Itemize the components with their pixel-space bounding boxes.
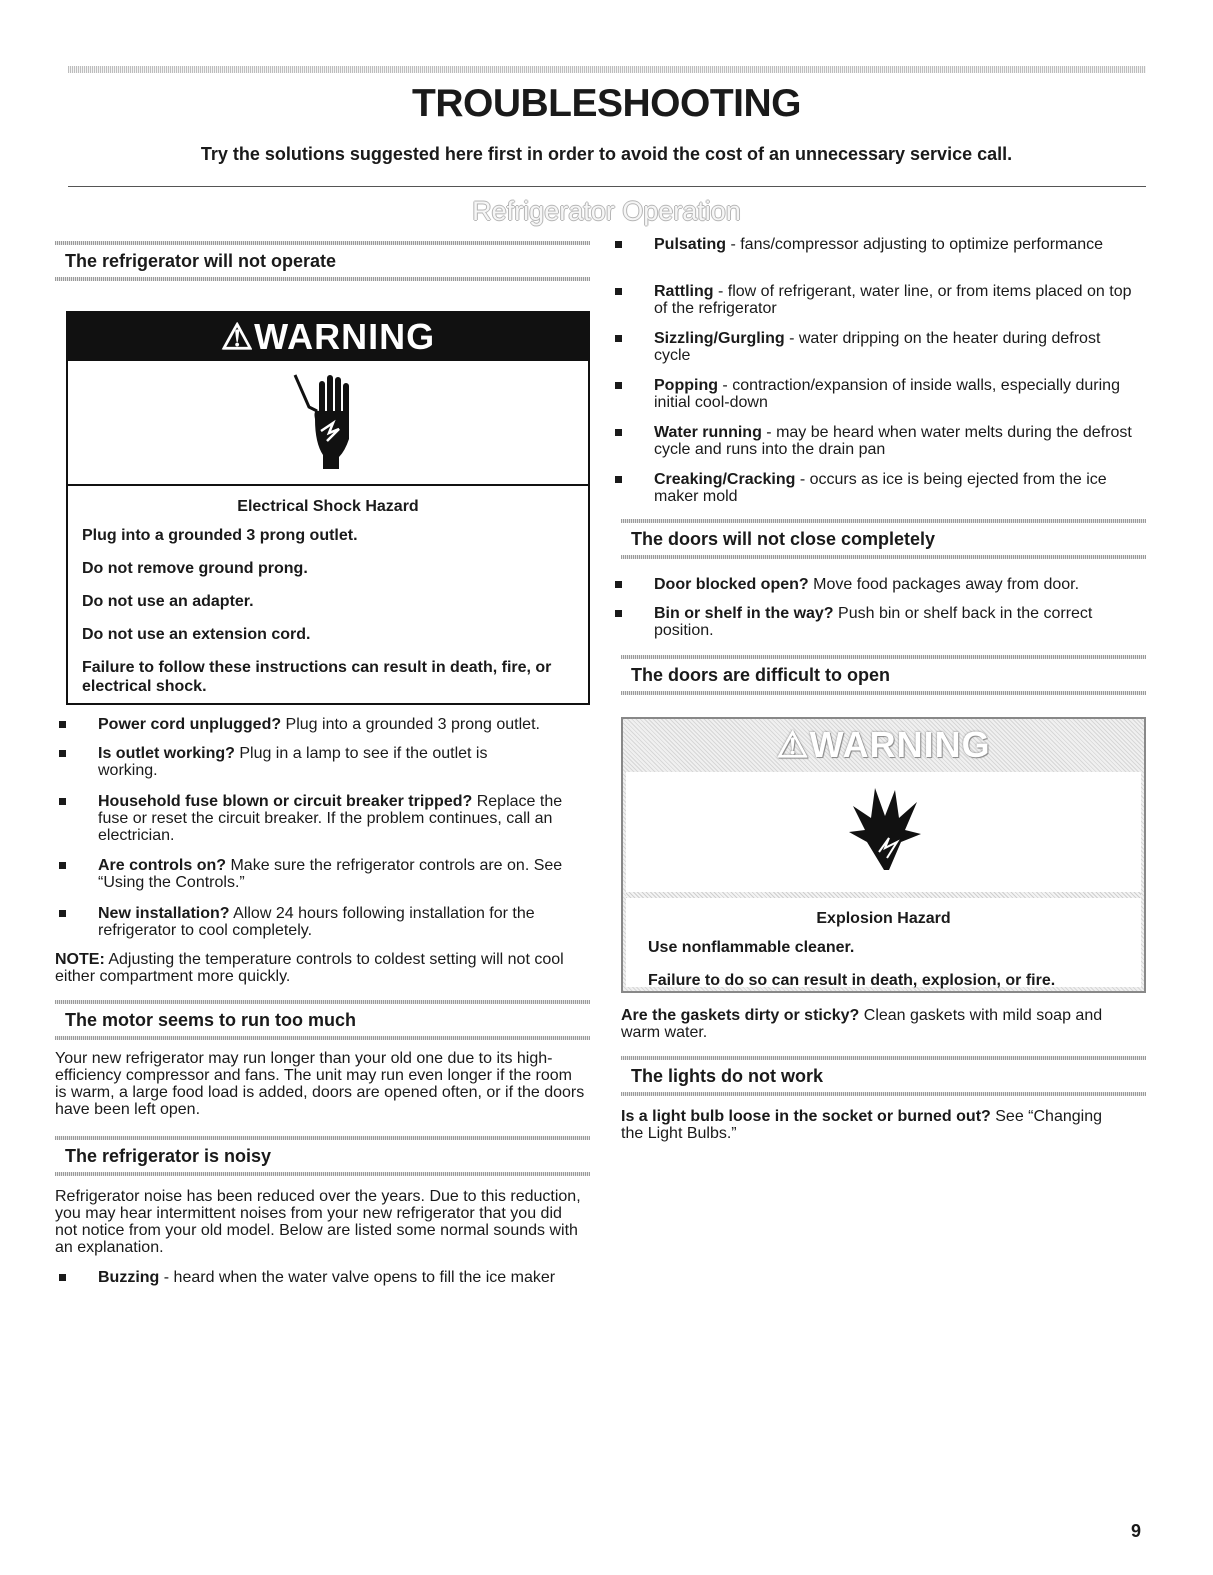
note: NOTE: Adjusting the temperature controls to coldest setting will not cool either compartment more quickly. — [55, 951, 564, 985]
warning-line: Do not use an adapter. — [82, 593, 254, 610]
list-item: Sizzling/Gurgling - water dripping on the heater during defrost cycle — [611, 330, 1114, 364]
subsection-heading: The motor seems to run too much — [65, 1010, 357, 1030]
warning-divider — [626, 892, 1141, 898]
list-item: Bin or shelf in the way? Push bin or shelf back in the correct position. — [611, 605, 1144, 639]
heading-not-operate — [55, 241, 590, 281]
subsection-heading: The lights do not work — [631, 1066, 823, 1086]
heading-doors-open — [621, 655, 1146, 695]
list-item: Popping - contraction/expansion of inside walls, especially during initial cool-down — [611, 377, 1134, 411]
subsection-heading: The refrigerator will not operate — [65, 251, 337, 271]
noisy-text: Refrigerator noise has been reduced over the years. Due to this reduction, you may hear intermittent noises from your new refrigerator that you did not notice from your old model. Below are listed some normal sounds with an explanation. — [55, 1188, 581, 1256]
dotted-rule — [621, 555, 1146, 559]
warning-line: Failure to follow these instructions can result in death, fire, or electrical shock. — [82, 659, 552, 695]
heading-lights — [621, 1056, 1146, 1096]
heading-doors-close — [621, 519, 1146, 559]
hazard-title: Electrical Shock Hazard — [237, 498, 419, 515]
warning-line: Plug into a grounded 3 prong outlet. — [82, 527, 358, 544]
list-item: Is outlet working? Plug in a lamp to see if the outlet is working. — [55, 745, 548, 779]
dotted-rule — [621, 1092, 1146, 1096]
list-item: Creaking/Cracking - occurs as ice is being ejected from the ice maker mold — [611, 471, 1139, 505]
dotted-rule — [55, 1172, 590, 1176]
section-title: Refrigerator Operation — [472, 196, 741, 226]
dotted-rule — [55, 241, 590, 245]
list-item: Buzzing - heard when the water valve opens to fill the ice maker — [55, 1269, 568, 1286]
motor-text: Your new refrigerator may run longer than your old one due to its high-efficiency compressor and fans. The unit may run even longer if the room is warm, a large food load is added, doors are opened often, or if the doors have been left open. — [55, 1050, 585, 1118]
list-item: Rattling - flow of refrigerant, water line, or from items placed on top of the refrigerator — [611, 283, 1134, 317]
list-item: New installation? Allow 24 hours following installation for the refrigerator to cool completely. — [55, 905, 590, 939]
warning-banner: ⚠WARNING — [776, 724, 991, 765]
gaskets-text: Are the gaskets dirty or sticky? Clean gaskets with mild soap and warm water. — [621, 1007, 1103, 1041]
dotted-rule — [621, 1056, 1146, 1060]
hazard-title: Explosion Hazard — [816, 910, 951, 927]
heading-noisy — [55, 1136, 590, 1176]
subsection-heading: The refrigerator is noisy — [65, 1146, 272, 1166]
dotted-rule — [55, 277, 590, 281]
subsection-heading: The doors will not close completely — [631, 529, 936, 549]
page-number: 9 — [1131, 1521, 1142, 1541]
warning-divider — [68, 484, 588, 486]
dotted-rule — [621, 691, 1146, 695]
warning-line: Do not remove ground prong. — [82, 560, 308, 577]
list-item: Pulsating - fans/compressor adjusting to optimize performance — [611, 236, 1114, 253]
list-item: Door blocked open? Move food packages away from door. — [611, 576, 1144, 593]
page-title: TROUBLESHOOTING — [412, 82, 801, 125]
warning-line: Failure to do so can result in death, explosion, or fire. — [648, 972, 1056, 989]
explosion-icon — [626, 772, 1141, 892]
list-item: Water running - may be heard when water melts during the defrost cycle and runs into the drain pan — [611, 424, 1134, 458]
dotted-rule — [621, 519, 1146, 523]
page-subtitle: Try the solutions suggested here first in order to avoid the cost of an unnecessary service call. — [200, 144, 1013, 164]
subsection-heading: The doors are difficult to open — [631, 665, 891, 685]
dotted-rule — [621, 655, 1146, 659]
heading-motor — [55, 1000, 590, 1040]
dotted-rule — [55, 1136, 590, 1140]
warning-box-electrical — [66, 311, 590, 705]
warning-line: Do not use an extension cord. — [82, 626, 311, 643]
header-rule — [68, 186, 1146, 187]
lights-text: Is a light bulb loose in the socket or burned out? See “Changing the Light Bulbs.” — [621, 1108, 1102, 1142]
warning-line: Use nonflammable cleaner. — [648, 939, 855, 956]
top-dotted-rule — [68, 66, 1146, 73]
list-item: Power cord unplugged? Plug into a grounded 3 prong outlet. — [55, 716, 590, 733]
list-item: Household fuse blown or circuit breaker tripped? Replace the fuse or reset the circuit breaker. If the problem continues, call an electrician. — [55, 793, 590, 844]
dotted-rule — [55, 1000, 590, 1004]
electrical-shock-icon — [68, 361, 588, 484]
list-item: Are controls on? Make sure the refrigerator controls are on. See “Using the Controls.” — [55, 857, 578, 891]
warning-box-explosion — [621, 717, 1146, 993]
warning-banner: ⚠WARNING — [68, 313, 588, 361]
dotted-rule — [55, 1036, 590, 1040]
warning-body — [626, 772, 1141, 987]
